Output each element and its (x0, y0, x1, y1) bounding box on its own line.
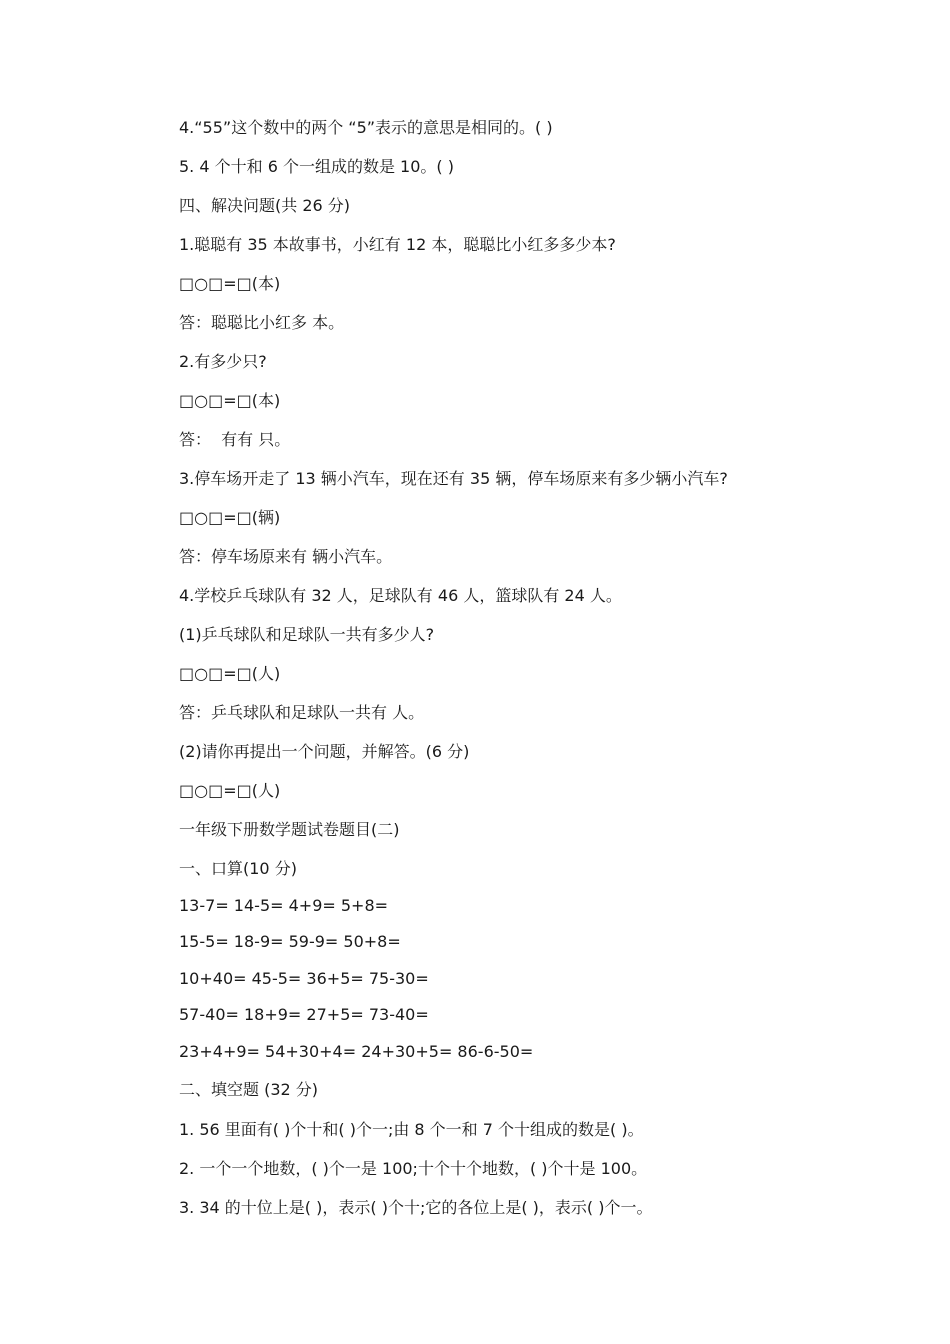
arithmetic-row: 13-7= 14-5= 4+9= 5+8= (179, 896, 389, 915)
text-line: 4.“55”这个数中的两个 “5”表示的意思是相同的。( ) (179, 118, 553, 137)
text-line: (2)请你再提出一个问题，并解答。(6 分) (179, 742, 470, 761)
document-title: 一年级下册数学题试卷题目(二) (179, 820, 400, 839)
equation-template: □○□=□(人) (179, 664, 281, 683)
equation-template: □○□=□(本) (179, 274, 281, 293)
equation-template: □○□=□(辆) (179, 508, 281, 527)
text-line: 3.停车场开走了 13 辆小汽车，现在还有 35 辆，停车场原来有多少辆小汽车? (179, 469, 728, 488)
equation-template: □○□=□(人) (179, 781, 281, 800)
answer-line: 答： 有有 只。 (179, 430, 291, 449)
equation-template: □○□=□(本) (179, 391, 281, 410)
text-line: 2.有多少只? (179, 352, 267, 371)
section-heading: 一、口算(10 分) (179, 859, 297, 878)
arithmetic-row: 10+40= 45-5= 36+5= 75-30= (179, 969, 429, 988)
answer-line: 答：乒乓球队和足球队一共有 人。 (179, 703, 425, 722)
text-line: 1.聪聪有 35 本故事书，小红有 12 本，聪聪比小红多多少本? (179, 235, 616, 254)
arithmetic-row: 15-5= 18-9= 59-9= 50+8= (179, 932, 401, 951)
text-line: 5. 4 个十和 6 个一组成的数是 10。( ) (179, 157, 454, 176)
answer-line: 答：聪聪比小红多 本。 (179, 313, 345, 332)
arithmetic-row: 23+4+9= 54+30+4= 24+30+5= 86-6-50= (179, 1042, 534, 1061)
text-line: 1. 56 里面有( )个十和( )个一;由 8 个一和 7 个十组成的数是( )。 (179, 1120, 644, 1139)
arithmetic-row: 57-40= 18+9= 27+5= 73-40= (179, 1005, 429, 1024)
text-line: 3. 34 的十位上是( )，表示( )个十;它的各位上是( )，表示( )个一。 (179, 1198, 653, 1217)
answer-line: 答：停车场原来有 辆小汽车。 (179, 547, 393, 566)
section-heading: 四、解决问题(共 26 分) (179, 196, 351, 215)
text-line: (1)乒乓球队和足球队一共有多少人? (179, 625, 435, 644)
text-line: 2. 一个一个地数，( )个一是 100;十个十个地数，( )个十是 100。 (179, 1159, 648, 1178)
section-heading: 二、填空题 (32 分) (179, 1080, 319, 1099)
text-line: 4.学校乒乓球队有 32 人，足球队有 46 人，篮球队有 24 人。 (179, 586, 622, 605)
